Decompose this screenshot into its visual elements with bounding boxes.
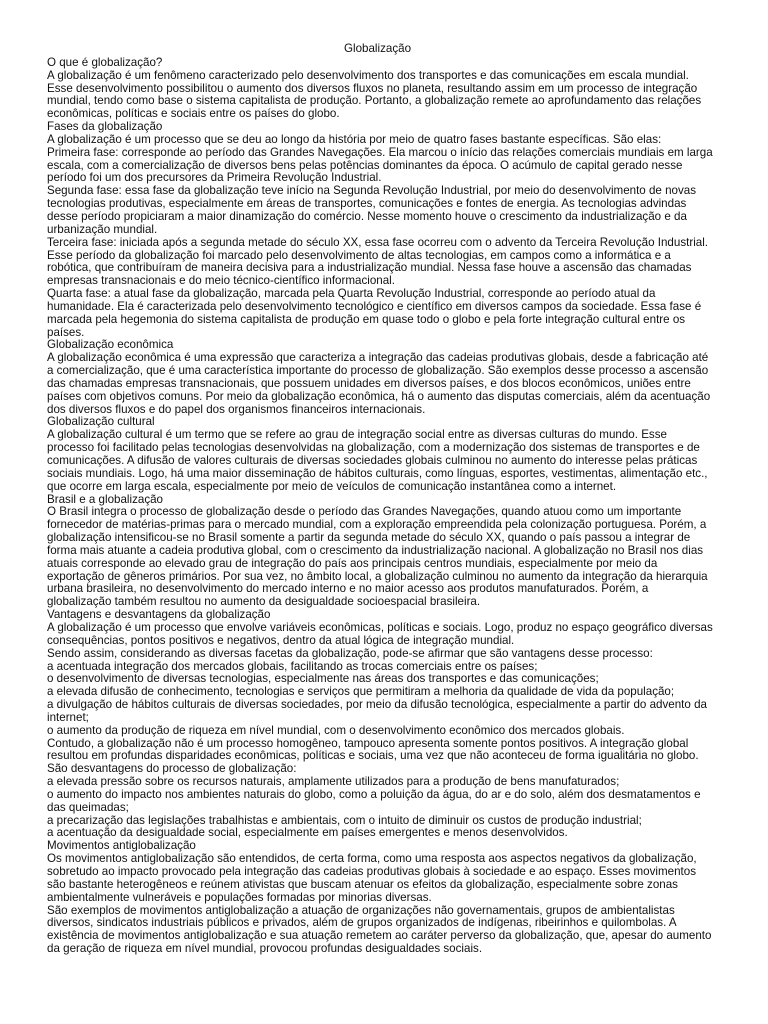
text-line: Contudo, a globalização não é um processo homogêneo, tampouco apresenta somente pontos positivos. A integração global — [47, 736, 689, 750]
text-line: humanidade. Ela é caracterizada pelo desenvolvimento tecnológico e científico em diversos campos da sociedade. Essa fase é — [47, 299, 702, 313]
text-line: são bastante heterogêneos e reúnem ativistas que buscam atenuar os efeitos da globalização, especialmente sobre zonas — [47, 877, 678, 891]
text-line: exportação de gêneros primários. Por sua vez, no âmbito local, a globalização culminou no aumento da integração da hierarquia — [47, 569, 708, 583]
text-line: O Brasil integra o processo de globalização desde o período das Grandes Navegações, quando atuou como um importante — [47, 505, 682, 519]
text-line: tecnologias produtivas, especialmente em áreas de transportes, comunicações e fontes de energia. As tecnologias advindas — [47, 197, 687, 211]
text-line: comunicações. A difusão de valores culturais de diversas sociedades globais culminou no aumento do interesse pelas práticas — [47, 454, 698, 467]
text-line: existência de movimentos antiglobalização e sua atuação remetem ao caráter perverso da globalização, que, apesar do aumento — [47, 929, 712, 943]
text-line: urbanização mundial. — [47, 222, 158, 236]
text-line: Quarta fase: a atual fase da globalização, marcada pela Quarta Revolução Industrial, corresponde ao período atual da — [47, 287, 656, 301]
text-line: a divulgação de hábitos culturais de diversas sociedades, por meio da difusão tecnológica, especialmente a partir do advento da — [47, 698, 707, 712]
text-line: o desenvolvimento de diversas tecnologias, especialmente nas áreas dos transportes e das comunicações; — [47, 672, 599, 686]
text-line: São exemplos de movimentos antiglobalização a atuação de organizações não governamentais, grupos de ambientalistas — [47, 903, 675, 917]
text-line: Os movimentos antiglobalização são entendidos, de certa forma, como uma resposta aos aspectos negativos da globalização, — [47, 852, 697, 866]
document-title: Globalização — [343, 42, 412, 55]
text-line: a acentuação da desigualdade social, especialmente em países emergentes e menos desenvolvidos. — [47, 826, 568, 840]
text-line: Esse desenvolvimento possibilitou o aumento dos diversos fluxos no planeta, resultando assim em um processo de integração — [47, 81, 698, 95]
text-line: Movimentos antiglobalização — [47, 839, 196, 853]
text-line: Fases da globalização — [47, 120, 163, 134]
text-line: dos diversos fluxos e do papel dos organismos financeiros internacionais. — [47, 402, 426, 416]
text-line: A globalização é um fenômeno caracterizado pelo desenvolvimento dos transportes e das comunicações em escala mundial. — [47, 68, 689, 82]
text-line: Globalização econômica — [47, 338, 174, 352]
text-line: A globalização é um processo que envolve variáveis econômicas, políticas e sociais. Logo, produz no espaço geográfico diversas — [47, 620, 713, 634]
text-line: Sendo assim, considerando as diversas facetas da globalização, pode-se afirmar que são vantagens desse processo: — [47, 646, 653, 660]
text-line: fornecedor de matérias-primas para o mercado mundial, com a exploração empreendida pela colonização portuguesa. Porém, a — [47, 518, 707, 532]
text-line: desse período propiciaram a maior dinamização do comércio. Nesse momento houve o crescimento da industrialização e da — [47, 209, 687, 223]
text-line: ambientalmente vulneráveis e populações formadas por minorias diversas. — [47, 890, 432, 904]
text-line: Segunda fase: essa fase da globalização teve início na Segunda Revolução Industrial, por meio do desenvolvimento de novas — [47, 184, 697, 198]
text-line: países. — [47, 325, 85, 339]
text-line: sobretudo ao impacto provocado pela integração das cadeias produtivas globais à sociedade e ao espaço. Esses movimentos — [47, 865, 697, 878]
text-line: empresas transnacionais e do meio técnico-científico informacional. — [47, 274, 395, 288]
text-line: A globalização é um processo que se deu ao longo da história por meio de quatro fases bastante específicas. São elas: — [47, 132, 662, 146]
text-line: mundial, tendo como base o sistema capitalista de produção. Portanto, a globalização remete ao aprofundamento das relações — [47, 94, 702, 108]
text-line: países com objetivos comuns. Por meio da globalização econômica, há o aumento das disputas comerciais, além da acentuação — [47, 389, 711, 403]
text-line: A globalização econômica é uma expressão que caracteriza a integração das cadeias produtivas globais, desde a fabricação até — [47, 351, 709, 365]
text-line: o aumento da produção de riqueza em nível mundial, com o desenvolvimento econômico dos mercados globais. — [47, 723, 625, 737]
text-line: urbana brasileira, no desenvolvimento do mercado interno e no maior acesso aos produtos manufaturados. Porém, a — [47, 582, 649, 596]
text-line: Terceira fase: iniciada após a segunda metade do século XX, essa fase ocorreu com o advento da Terceira Revolução Industrial. — [47, 235, 709, 249]
text-line: São desvantagens do processo de globalização: — [47, 762, 297, 776]
document-body — [47, 43, 768, 956]
text-line: diversos, sindicatos industriais públicos e privados, além de grupos organizados de indígenas, ribeirinhos e quilombolas. A — [47, 916, 677, 930]
text-line: A globalização cultural é um termo que se refere ao grau de integração social entre as diversas culturas do mundo. Esse — [47, 428, 667, 442]
text-line: a elevada pressão sobre os recursos naturais, amplamente utilizados para a produção de bens manufaturados; — [47, 775, 620, 789]
text-line: a acentuada integração dos mercados globais, facilitando as trocas comerciais entre os países; — [47, 659, 538, 673]
text-line: internet; — [47, 710, 89, 724]
text-line: Esse período da globalização foi marcado pelo desenvolvimento de altas tecnologias, em campos como a informática e a — [47, 248, 671, 262]
text-line: a elevada difusão de conhecimento, tecnologias e serviços que permitiram a melhoria da qualidade de vida da população; — [47, 685, 675, 699]
text-line: Brasil e a globalização — [47, 492, 164, 506]
text-line: O que é globalização? — [47, 55, 163, 69]
text-line: que ocorre em larga escala, especialmente por meio de veículos de comunicação instantânea como a internet. — [47, 479, 617, 493]
text-line: escala, com a comercialização de diversos bens pelas potências dominantes da época. O acúmulo de capital gerado nesse — [47, 158, 683, 172]
text-line: processo foi facilitado pelas tecnologias desenvolvidas na globalização, com a modernização dos sistemas de transportes e de — [47, 441, 700, 455]
text-line: globalização intensificou-se no Brasil somente a partir da segunda metade do século XX, quando o país passou a integrar de — [47, 531, 691, 545]
text-line: das queimadas; — [47, 800, 129, 814]
text-line: globalização também resultou no aumento da desigualdade socioespacial brasileira. — [47, 595, 481, 609]
text-line: a precarização das legislações trabalhistas e ambientais, com o intuito de diminuir os custos de produção industrial; — [47, 813, 642, 827]
text-line: econômicas, políticas e sociais entre os países do globo. — [47, 107, 340, 121]
text-line: sociais mundiais. Logo, há uma maior disseminação de hábitos culturais, como línguas, esportes, vestimentas, alimentação etc., — [47, 466, 708, 480]
text-line: período foi um dos precursores da Primeira Revolução Industrial. — [47, 171, 382, 185]
text-line: a comercialização, que é uma característica importante do processo de globalização. São exemplos desse processo a ascensão — [47, 364, 709, 378]
text-line: atuais corresponde ao elevado grau de integração do país aos principais centros mundiais, especialmente por meio da — [47, 556, 658, 570]
text-line: resultou em profundas disparidades econômicas, políticas e sociais, uma vez que não aconteceu de forma igualitária no globo. — [47, 749, 699, 763]
text-line: das chamadas empresas transnacionais, que possuem unidades em diversos países, e dos blocos econômicos, uniões entre — [47, 376, 691, 390]
text-line: o aumento do impacto nos ambientes naturais do globo, como a poluição da água, do ar e do solo, além dos desmatamentos e — [47, 787, 701, 801]
text-line: da geração de riqueza em nível mundial, provocou profundas desigualdades sociais. — [47, 942, 483, 956]
text-line: robótica, que contribuíram de maneira decisiva para a industrialização mundial. Nessa fase houve a ascensão das chamadas — [47, 261, 692, 275]
text-line: Globalização cultural — [47, 415, 155, 429]
text-line: forma mais atuante a cadeia produtiva global, com o crescimento da industrialização nacional. A globalização no Brasil nos dias — [47, 543, 704, 557]
document-text — [47, 57, 768, 956]
text-line: consequências, pontos positivos e negativos, dentro da atual lógica de integração mundial. — [47, 633, 515, 647]
text-line: marcada pela hegemonia do sistema capitalista de produção em quase todo o globo e pela forte integração cultural entre os — [47, 312, 686, 326]
text-line: Primeira fase: corresponde ao período das Grandes Navegações. Ela marcou o início das relações comerciais mundiais em larga — [47, 145, 713, 159]
text-line: Vantagens e desvantagens da globalização — [47, 608, 271, 622]
